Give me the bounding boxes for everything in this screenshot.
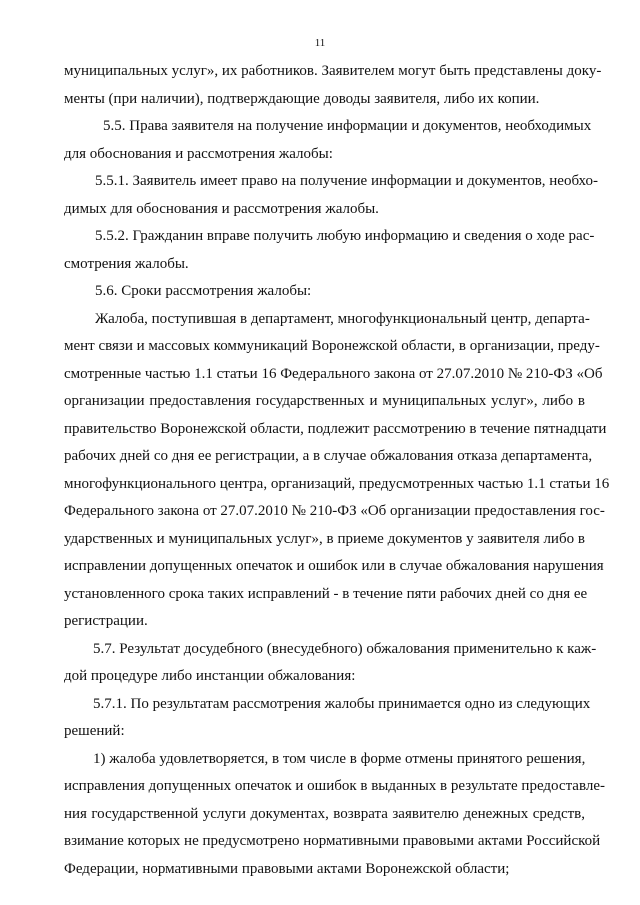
section-5-5-line-2: для обоснования и рассмотрения жалобы: — [64, 145, 333, 162]
complaint-paragraph-line-2: мент связи и массовых коммуникаций Воронежской области, в организации, преду- — [64, 338, 600, 354]
complaint-paragraph-line-9: ударственных и муниципальных услуг», в приеме документов у заявителя либо в — [64, 530, 585, 547]
item-1-line-3: ния государственной услуги документах, возврата заявителю денежных средств, — [64, 805, 585, 822]
text-line-2: менты (при наличии), подтверждающие доводы заявителя, либо их копии. — [64, 90, 540, 107]
complaint-paragraph-line-7: многофункционального центра, организаций, предусмотренных частью 1.1 статьи 16 — [64, 475, 610, 492]
section-5-7-line-1: 5.7. Результат досудебного (внесудебного) обжалования применительно к каж- — [93, 640, 597, 657]
complaint-paragraph-line-3: смотренные частью 1.1 статьи 16 Федерального закона от 27.07.2010 № 210-ФЗ «Об — [64, 365, 603, 382]
section-5-5-1-line-1: 5.5.1. Заявитель имеет право на получение информации и документов, необхо- — [95, 173, 598, 189]
section-5-5-2-line-2: смотрения жалобы. — [64, 255, 189, 272]
complaint-paragraph-line-11: установленного срока таких исправлений - в течение пяти рабочих дней со дня ее — [64, 585, 588, 602]
complaint-paragraph-line-4: организации предоставления государственных и муниципальных услуг», либо в — [64, 393, 585, 409]
complaint-paragraph-line-8: Федерального закона от 27.07.2010 № 210-ФЗ «Об организации предоставления гос- — [64, 503, 605, 519]
section-5-5-1-line-2: димых для обоснования и рассмотрения жалобы. — [64, 200, 379, 217]
complaint-paragraph-line-6: рабочих дней со дня ее регистрации, а в случае обжалования отказа департамента, — [64, 448, 593, 464]
item-1-line-2: исправления допущенных опечаток и ошибок в выданных в результате предоставле- — [64, 778, 605, 794]
item-1-line-4: взимание которых не предусмотрено нормативными правовыми актами Российской — [64, 833, 601, 849]
complaint-paragraph-line-1: Жалоба, поступившая в департамент, многофункциональный центр, департа- — [95, 310, 590, 327]
page-number: 11 — [314, 37, 326, 49]
section-5-5-2-line-1: 5.5.2. Гражданин вправе получить любую информацию и сведения о ходе рас- — [95, 228, 595, 244]
text-line-1: муниципальных услуг», их работников. Заявителем могут быть представлены доку- — [64, 63, 602, 79]
section-5-7-1-line-1: 5.7.1. По результатам рассмотрения жалобы принимается одно из следующих — [93, 695, 591, 712]
complaint-paragraph-line-5: правительство Воронежской области, подлежит рассмотрению в течение пятнадцати — [64, 420, 607, 437]
section-5-6-heading: 5.6. Сроки рассмотрения жалобы: — [95, 283, 312, 299]
complaint-paragraph-line-10: исправлении допущенных опечаток и ошибок или в случае обжалования нарушения — [64, 558, 604, 574]
item-1-line-5: Федерации, нормативными правовыми актами Воронежской области; — [64, 860, 510, 877]
section-5-7-line-2: дой процедуре либо инстанции обжалования: — [64, 668, 356, 684]
complaint-paragraph-line-12: регистрации. — [64, 613, 148, 629]
section-5-7-1-line-2: решений: — [64, 723, 125, 739]
item-1-line-1: 1) жалоба удовлетворяется, в том числе в форме отмены принятого решения, — [93, 750, 586, 767]
section-5-5-line-1: 5.5. Права заявителя на получение информации и документов, необходимых — [103, 118, 592, 134]
document-body — [64, 58, 610, 883]
